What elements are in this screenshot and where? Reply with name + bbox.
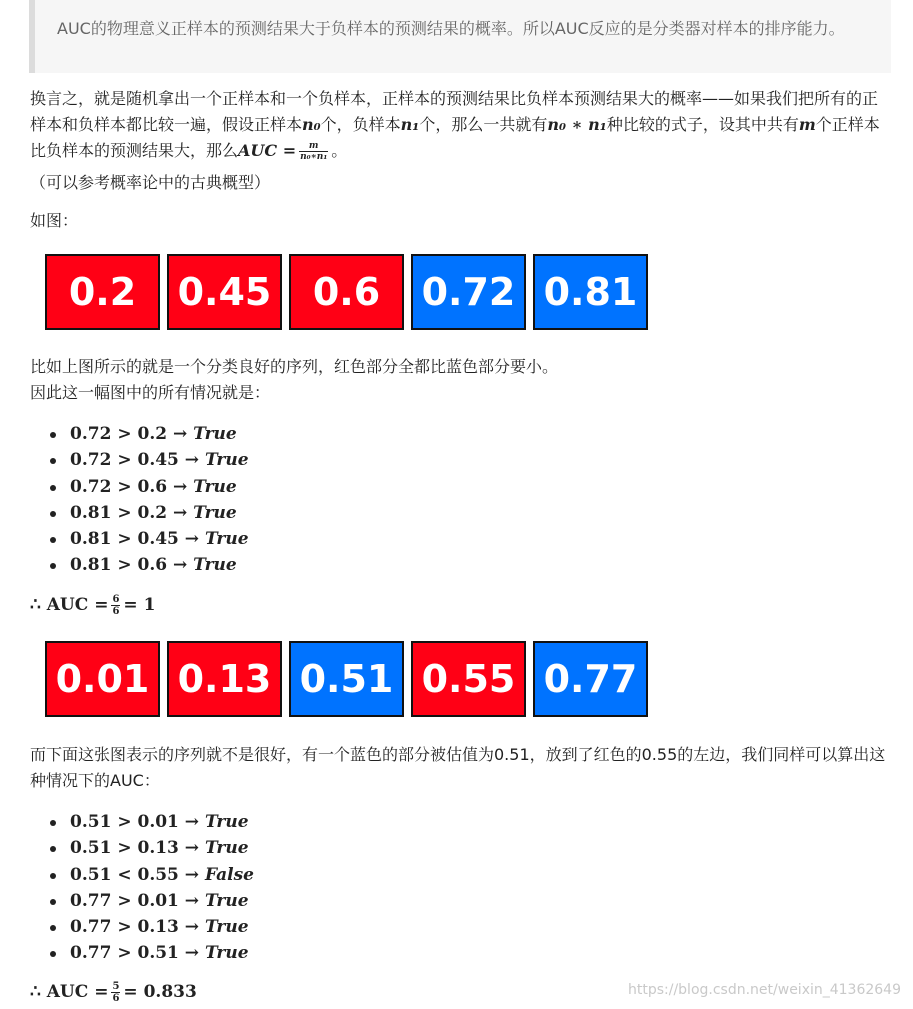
comparison-expr: 0.81 > 0.45 → — [70, 529, 200, 550]
math-n1: n₁ — [400, 115, 420, 134]
math-m: m — [798, 115, 816, 134]
conclusion-suffix: = 0.833 — [123, 982, 197, 1002]
blockquote — [29, 0, 891, 73]
comparison-expr: 0.51 > 0.13 → — [70, 838, 200, 859]
comparison-expr: 0.77 > 0.51 → — [70, 943, 200, 964]
score-box: 0.6 — [289, 254, 404, 330]
comparison-result: True — [193, 555, 237, 576]
paragraph-good-desc: 比如上图所示的就是一个分类良好的序列，红色部分全都比蓝色部分要小。 — [30, 357, 559, 376]
list-item — [30, 447, 249, 473]
list-item — [30, 835, 254, 861]
comparison-list-2 — [30, 809, 254, 967]
score-box: 0.13 — [167, 641, 282, 717]
text-segment: 个正样本比负样本的预测结果大，那么 — [30, 115, 880, 160]
list-item — [30, 474, 249, 500]
comparison-list-1 — [30, 421, 249, 579]
fraction-numerator: 6 — [112, 594, 120, 605]
comparison-expr: 0.72 > 0.45 → — [70, 450, 200, 471]
comparison-result: True — [193, 476, 237, 497]
conclusion-prefix: ∴ AUC = — [30, 982, 109, 1002]
fraction — [111, 981, 120, 1004]
comparison-result: True — [204, 450, 249, 471]
paragraph-note: （可以参考概率论中的古典概型） — [30, 173, 271, 192]
text-segment: 个，负样本 — [320, 115, 401, 134]
conclusion-1 — [30, 592, 155, 618]
conclusion-2 — [30, 979, 197, 1005]
quote-text: AUC的物理意义正样本的预测结果大于负样本的预测结果的概率。所以AUC反应的是分类器对样本的排序能力。 — [57, 19, 845, 38]
comparison-expr: 0.51 > 0.01 → — [70, 812, 200, 832]
text-segment: 。 — [331, 141, 348, 160]
conclusion-suffix: = 1 — [123, 595, 156, 615]
math-auc: AUC = — [238, 141, 297, 160]
list-item — [30, 888, 254, 914]
paragraph-figure-intro: 如图： — [30, 211, 79, 230]
comparison-expr: 0.81 > 0.2 → — [70, 502, 188, 523]
list-item — [30, 940, 254, 966]
sequence-bad — [45, 641, 665, 719]
paragraph-auc-explanation — [30, 86, 892, 164]
list-item — [30, 862, 254, 888]
score-box: 0.51 — [289, 641, 404, 717]
score-box: 0.2 — [45, 254, 160, 330]
conclusion-prefix: ∴ AUC = — [30, 595, 109, 615]
math-product: n₀ ∗ n₁ — [547, 115, 607, 134]
comparison-result: True — [193, 502, 237, 523]
comparison-result: False — [204, 864, 254, 885]
fraction-denominator: 6 — [112, 993, 120, 1004]
comparison-expr: 0.72 > 0.2 → — [70, 424, 188, 444]
list-item — [30, 914, 254, 940]
score-box: 0.81 — [533, 254, 648, 330]
score-box: 0.45 — [167, 254, 282, 330]
score-box: 0.55 — [411, 641, 526, 717]
list-item — [30, 500, 249, 526]
fraction-denominator: n₀∗n₁ — [300, 152, 328, 162]
comparison-result: True — [193, 424, 237, 444]
list-item — [30, 421, 249, 447]
fraction — [299, 141, 328, 162]
fraction — [111, 594, 120, 617]
fraction-denominator: 6 — [112, 606, 120, 617]
text-segment: 种比较的式子，设其中共有 — [606, 115, 799, 134]
score-box: 0.72 — [411, 254, 526, 330]
comparison-expr: 0.77 > 0.01 → — [70, 890, 200, 911]
comparison-expr: 0.77 > 0.13 → — [70, 917, 200, 938]
text-segment: 个，那么一共就有 — [419, 115, 548, 134]
list-item — [30, 809, 254, 835]
comparison-result: True — [204, 917, 249, 938]
math-n0: n₀ — [302, 115, 321, 134]
comparison-result: True — [204, 529, 249, 550]
comparison-result: True — [204, 812, 249, 832]
comparison-result: True — [204, 838, 249, 859]
fraction-numerator: m — [299, 141, 328, 152]
comparison-result: True — [204, 943, 249, 964]
watermark: https://blog.csdn.net/weixin_41362649 — [627, 982, 901, 998]
fraction-numerator: 5 — [112, 981, 120, 992]
paragraph-cases-intro: 因此这一幅图中的所有情况就是： — [30, 383, 271, 402]
sequence-good — [45, 254, 665, 332]
score-box: 0.77 — [533, 641, 648, 717]
list-item — [30, 526, 249, 552]
comparison-expr: 0.51 < 0.55 → — [70, 864, 200, 885]
text-segment: 换言之，就是随机拿出一个正样本和一个负样本，正样本的预测结果比负样本预测结果大的概率——如果我们把所有的正样本和负样本都比较一遍，假设正样本 — [30, 89, 879, 134]
comparison-expr: 0.72 > 0.6 → — [70, 476, 188, 497]
comparison-result: True — [204, 890, 249, 911]
score-box: 0.01 — [45, 641, 160, 717]
list-item — [30, 552, 249, 578]
comparison-expr: 0.81 > 0.6 → — [70, 555, 188, 576]
paragraph-bad-desc: 而下面这张图表示的序列就不是很好，有一个蓝色的部分被估值为0.51，放到了红色的0.55的左边，我们同样可以算出这种情况下的AUC： — [30, 745, 886, 790]
